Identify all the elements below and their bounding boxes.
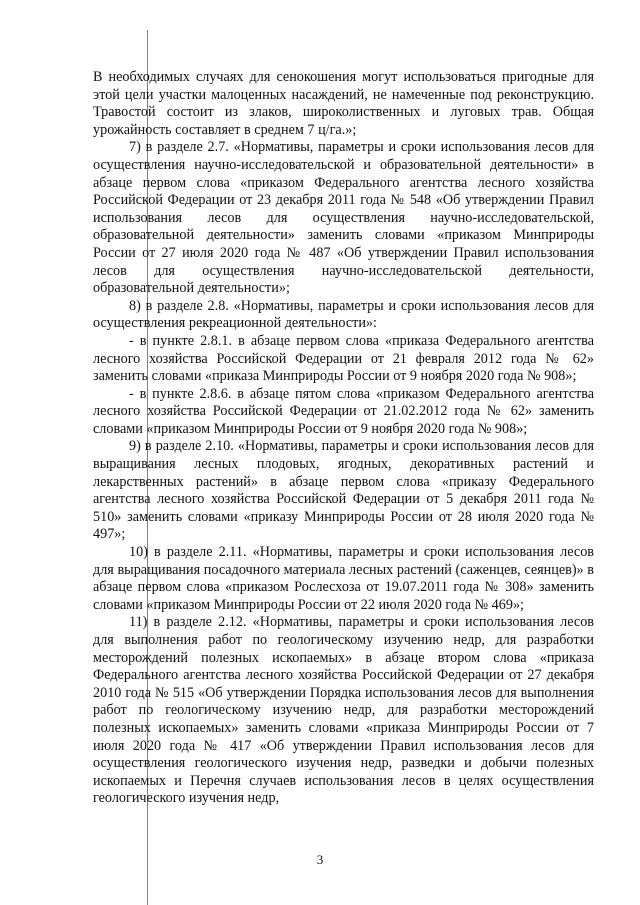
paragraph-item-10: 10) в разделе 2.11. «Нормативы, параметры и сроки использования лесов для выращивания посадочного материала лесных растений (саженцев, сеянцев)» в абзаце первом слова «приказом Рослесхоза от 19.07.2011 года № 308» заменить словами «приказом Минприроды России от 22 июля 2020 года № 469»; [93, 544, 594, 613]
paragraph-subitem-2-8-1: - в пункте 2.8.1. в абзаце первом слова «приказа Федерального агентства лесного хозяйства Российской Федерации от 21 февраля 2012 года № 62» заменить словами «приказа Минприроды России от 9 ноября 2020 года № 908»; [93, 332, 594, 385]
paragraph-item-8: 8) в разделе 2.8. «Нормативы, параметры и сроки использования лесов для осуществления рекреационной деятельности»: [93, 297, 594, 332]
paragraph-item-7: 7) в разделе 2.7. «Нормативы, параметры и сроки использования лесов для осуществления научно-исследовательской и образовательной деятельности» в абзаце первом слова «приказом Федерального агентства лесного хозяйства Российской Федерации от 23 декабря 2011 года № 548 «Об утверждении Правил использования лесов для осуществления научно-исследовательской, образовательной деятельности» заменить словами «приказом Минприроды России от 27 июля 2020 года № 487 «Об утверждении Правил использования лесов для осуществления научно-исследовательской деятельности, образовательной деятельности»; [93, 139, 594, 297]
document-body [93, 69, 594, 808]
page-number: 3 [316, 852, 324, 867]
paragraph-item-9: 9) в разделе 2.10. «Нормативы, параметры и сроки использования лесов для выращивания лесных плодовых, ягодных, декоративных растений и лекарственных растений» в абзаце первом слова «приказу Федерального агентства лесного хозяйства Российской Федерации от 5 декабря 2011 года № 510» заменить словами «приказу Минприроды России от 28 июля 2020 года № 497»; [93, 438, 594, 543]
paragraph-continuation: В необходимых случаях для сенокошения могут использоваться пригодные для этой цели участки малоценных насаждений, не намеченные под реконструкцию. Травостой состоит из злаков, широколиственных и луговых трав. Общая урожайность составляет в среднем 7 ц/га.»; [93, 69, 594, 138]
paragraph-item-11: 11) в разделе 2.12. «Нормативы, параметры и сроки использования лесов для выполнения работ по геологическому изучению недр, для разработки месторождений полезных ископаемых» в абзаце втором слова «приказа Федерального агентства лесного хозяйства Российской Федерации от 27 декабря 2010 года № 515 «Об утверждении Порядка использования лесов для выполнения работ по геологическому изучению недр, для разработки месторождений полезных ископаемых» заменить словами «приказа Минприроды России от 7 июля 2020 года № 417 «Об утверждении Правил использования лесов для осуществления геологического изучения недр, разведки и добычи полезных ископаемых и Перечня случаев использования лесов в целях осуществления геологического изучения недр, [93, 614, 594, 807]
paragraph-subitem-2-8-6: - в пункте 2.8.6. в абзаце пятом слова «приказом Федерального агентства лесного хозяйства Российской Федерации от 21.02.2012 года № 62» заменить словами «приказом Минприроды России от 9 ноября 2020 года № 908»; [93, 385, 594, 437]
